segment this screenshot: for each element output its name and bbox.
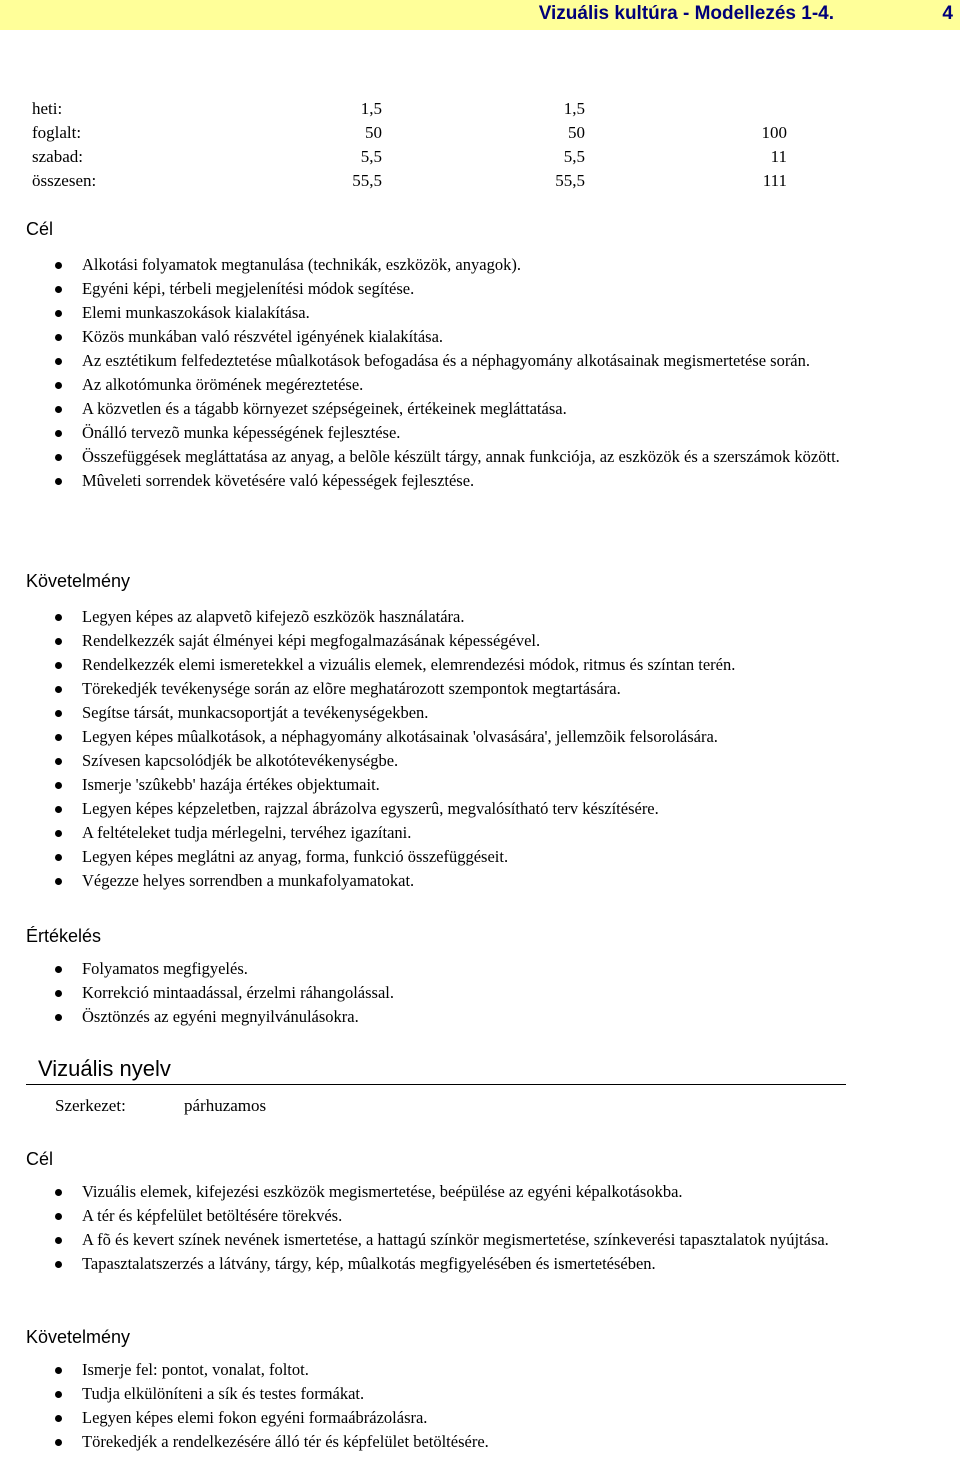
list-item: Ismerje 'szûkebb' hazája értékes objektumait.	[55, 773, 925, 797]
hours-value-1: 5,5	[360, 147, 382, 166]
section-heading-cel-2: Cél	[26, 1149, 54, 1169]
document-title: Vizuális kultúra - Modellezés 1-4.	[538, 3, 834, 24]
hours-table	[32, 99, 812, 195]
list-item: Ösztönzés az egyéni megnyilvánulásokra.	[55, 1005, 925, 1029]
structure-label: Szerkezet:	[55, 1096, 126, 1115]
list-item: Legyen képes képzeletben, rajzzal ábrázolva egyszerû, megvalósítható terv készítésére.	[55, 797, 925, 821]
list-item: Legyen képes az alapvetõ kifejezõ eszközök használatára.	[55, 605, 925, 629]
hours-value-2: 1,5	[563, 99, 585, 118]
page-number: 4	[942, 3, 953, 24]
list-item: Az esztétikum felfedeztetése mûalkotások befogadása és a néphagyomány alkotásainak megismertetése során.	[55, 349, 925, 373]
vizualis-nyelv-title: Vizuális nyelv	[38, 1056, 171, 1081]
list-item: Elemi munkaszokások kialakítása.	[55, 301, 925, 325]
hours-row-szabad	[32, 147, 812, 171]
list-item: Önálló tervezõ munka képességének fejlesztése.	[55, 421, 925, 445]
hours-value-total: 100	[761, 123, 787, 142]
list-item: Rendelkezzék elemi ismeretekkel a vizuális elemek, elemrendezési módok, ritmus és színtan terén.	[55, 653, 925, 677]
list-item: Rendelkezzék saját élményei képi megfogalmazásának képességével.	[55, 629, 925, 653]
list-item: Legyen képes mûalkotások, a néphagyomány alkotásainak 'olvasására', jellemzõik felsorolására.	[55, 725, 925, 749]
list-item: Közös munkában való részvétel igényének kialakítása.	[55, 325, 925, 349]
list-item: Mûveleti sorrendek követésére való képességek fejlesztése.	[55, 469, 925, 493]
list-item: A tér és képfelület betöltésére törekvés.	[55, 1204, 925, 1228]
list-item: Tudja elkülöníteni a sík és testes formákat.	[55, 1382, 925, 1406]
cel-list	[55, 253, 925, 493]
hours-value-2: 5,5	[563, 147, 585, 166]
hours-row-osszesen	[32, 171, 812, 195]
cel-list-2	[55, 1180, 925, 1276]
hours-label: heti:	[32, 99, 63, 118]
list-item: A fõ és kevert színek nevének ismertetése, a hattagú színkör megismertetése, színkeverési tapasztalatok nyújtása.	[55, 1228, 925, 1252]
list-item: Folyamatos megfigyelés.	[55, 957, 925, 981]
list-item: Egyéni képi, térbeli megjelenítési módok segítése.	[55, 277, 925, 301]
kovetelmeny-list	[55, 605, 925, 893]
page-header	[0, 0, 960, 30]
hours-row-foglalt	[32, 123, 812, 147]
list-item: Ismerje fel: pontot, vonalat, foltot.	[55, 1358, 925, 1382]
ertekeles-list	[55, 957, 925, 1029]
list-item: Összefüggések megláttatása az anyag, a belõle készült tárgy, annak funkciója, az eszközök és a szerszámok között.	[55, 445, 925, 469]
title-underline	[26, 1084, 846, 1085]
list-item: Végezze helyes sorrendben a munkafolyamatokat.	[55, 869, 925, 893]
list-item: Szívesen kapcsolódjék be alkotótevékenységbe.	[55, 749, 925, 773]
list-item: Törekedjék tevékenysége során az elõre meghatározott szempontok megtartására.	[55, 677, 925, 701]
structure-value: párhuzamos	[184, 1096, 267, 1115]
list-item: Törekedjék a rendelkezésére álló tér és képfelület betöltésére.	[55, 1430, 925, 1454]
section-heading-cel: Cél	[26, 219, 54, 239]
kovetelmeny-list-2	[55, 1358, 925, 1454]
list-item: A közvetlen és a tágabb környezet szépségeinek, értékeinek megláttatása.	[55, 397, 925, 421]
list-item: Tapasztalatszerzés a látvány, tárgy, kép, mûalkotás megfigyelésében és ismertetésében.	[55, 1252, 925, 1276]
list-item: Korrekció mintaadással, érzelmi ráhangolással.	[55, 981, 925, 1005]
section-heading-kovetelmeny-2: Követelmény	[26, 1327, 131, 1347]
hours-value-total: 11	[770, 147, 787, 166]
hours-label: összesen:	[32, 171, 97, 190]
hours-value-total: 111	[762, 171, 787, 190]
list-item: A feltételeket tudja mérlegelni, tervéhez igazítani.	[55, 821, 925, 845]
list-item: Segítse társát, munkacsoportját a tevékenységekben.	[55, 701, 925, 725]
list-item: Legyen képes elemi fokon egyéni formaábrázolásra.	[55, 1406, 925, 1430]
hours-label: foglalt:	[32, 123, 82, 142]
hours-value-1: 1,5	[360, 99, 382, 118]
hours-row-heti	[32, 99, 812, 123]
section-heading-ertekeles: Értékelés	[26, 926, 102, 946]
section-heading-kovetelmeny: Követelmény	[26, 571, 131, 591]
list-item: Legyen képes meglátni az anyag, forma, funkció összefüggéseit.	[55, 845, 925, 869]
hours-label: szabad:	[32, 147, 83, 166]
list-item: Vizuális elemek, kifejezési eszközök megismertetése, beépülése az egyéni képalkotásokba.	[55, 1180, 925, 1204]
hours-value-2: 55,5	[555, 171, 585, 190]
hours-value-1: 55,5	[352, 171, 382, 190]
hours-value-1: 50	[365, 123, 382, 142]
hours-value-2: 50	[568, 123, 585, 142]
list-item: Alkotási folyamatok megtanulása (technikák, eszközök, anyagok).	[55, 253, 925, 277]
list-item: Az alkotómunka örömének megéreztetése.	[55, 373, 925, 397]
